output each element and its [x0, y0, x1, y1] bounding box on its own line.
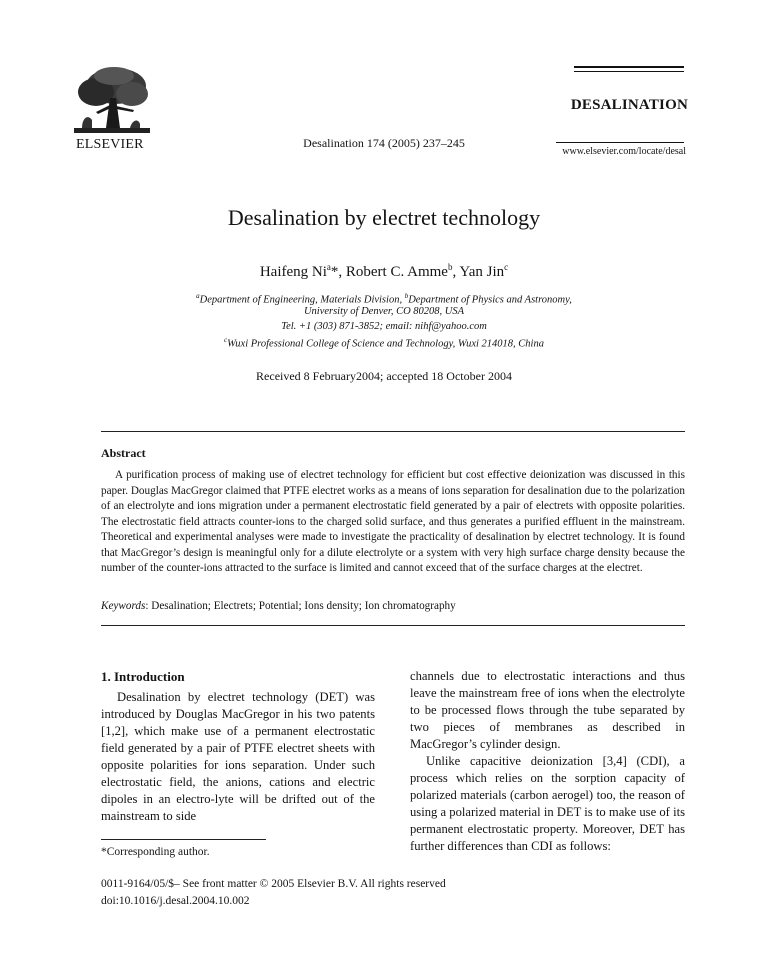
author-affiliation-mark: c — [504, 262, 509, 272]
elsevier-tree-logo — [66, 64, 158, 138]
journal-header-rule — [574, 71, 684, 72]
author-separator: , — [452, 264, 460, 280]
author-name: Robert C. Amme — [345, 264, 448, 280]
abstract-heading: Abstract — [101, 446, 146, 460]
affiliation-text: Wuxi Professional College of Science and Technology, Wuxi 214018, China — [227, 338, 544, 350]
publisher-name: ELSEVIER — [76, 137, 144, 152]
author-separator: , — [338, 264, 346, 280]
right-column — [410, 668, 685, 855]
journal-name: DESALINATION — [570, 97, 688, 113]
corresponding-mark: * — [330, 264, 339, 280]
footnote-rule — [101, 839, 266, 840]
affiliation-line — [0, 336, 768, 350]
affiliation-mark: b — [404, 292, 409, 300]
received-dates: Received 8 February2004; accepted 18 October 2004 — [256, 369, 512, 383]
journal-header-rule — [556, 142, 684, 143]
affiliation-text: Department of Engineering, Materials Division, — [199, 294, 405, 306]
author-list — [0, 262, 768, 281]
affiliation-mark: a — [196, 292, 200, 300]
affiliation-line: University of Denver, CO 80208, USA — [303, 306, 465, 317]
doi-line[interactable]: doi:10.1016/j.desal.2004.10.002 — [101, 895, 250, 907]
abstract-rule — [101, 625, 685, 626]
abstract-rule — [101, 431, 685, 432]
author-affiliation-mark: b — [447, 262, 453, 272]
author-name: Yan Jin — [459, 264, 505, 280]
author-name: Haifeng Ni — [259, 264, 327, 280]
affiliation-mark: c — [224, 336, 228, 344]
paper-title: Desalination by electret technology — [227, 205, 541, 230]
abstract-body: A purification process of making use of electret technology for efficient but cost effective deionization was discussed in this paper. Douglas MacGregor claimed that PTFE electret works as a means of ions separation for desalination due to the polarization of an electrolyte and ions migration under a permanent electrostatic field generated by a pair of electrets with opposite polarities. The electrostatic field attracts counter-ions to the charged solid surface, and thus generates a purified effluent in the mainstream. Theoretical and experimental analyses were made to investigate the practicality of desalination by electret technology. It is found that MacGregor’s design is meaningful only for a dilute electrolyte or a system with very high surface charge density because the number of the counter-ions attracted to the surface is limited and cannot exceed that of the surface charges at the electret. — [101, 469, 685, 574]
copyright-line: 0011-9164/05/$– See front matter © 2005 Elsevier B.V. All rights reserved — [101, 878, 446, 890]
corresponding-author-footnote: *Corresponding author. — [101, 846, 210, 858]
keywords-line — [101, 600, 685, 612]
affiliation-text: Department of Physics and Astronomy, — [408, 294, 572, 306]
keywords-list: : Desalination; Electrets; Potential; Ions density; Ion chromatography — [145, 600, 456, 612]
contact-line: Tel. +1 (303) 871-3852; email: nihf@yahoo.com — [281, 321, 487, 332]
author-affiliation-mark: a — [326, 262, 331, 272]
intro-paragraph: Desalination by electret technology (DET) was introduced by Douglas MacGregor in his two patents [1,2], which make use of a permanent electrostatic field generated by a pair of PTFE electret sheets with opposite polarities for ions separation. Under such electrostatic field, the anions, cations and electric dipoles in an electro-lyte will be drifted out of the mainstream to side — [101, 690, 375, 823]
intro-paragraph: Unlike capacitive deionization [3,4] (CDI), a process which relies on the sorption capacity of polarized materials (carbon aerogel) too, the reason of using a polarized material in DET is to make use of its permanent electrostatic property. Moreover, DET has further differences than CDI as follows: — [410, 754, 685, 853]
intro-paragraph: channels due to electrostatic interactions and thus leave the mainstream free of ions when the electrolyte to be processed flows through the tube separated by two pieces of membranes as described in MacGregor’s cylinder design. — [410, 669, 685, 751]
left-column — [101, 668, 375, 825]
journal-citation: Desalination 174 (2005) 237–245 — [303, 136, 465, 150]
keywords-label: Keywords — [101, 600, 146, 612]
journal-url[interactable]: www.elsevier.com/locate/desal — [562, 146, 686, 157]
section-heading: 1. Introduction — [101, 669, 185, 684]
journal-header-rule — [574, 66, 684, 68]
affiliation-line — [0, 292, 768, 306]
